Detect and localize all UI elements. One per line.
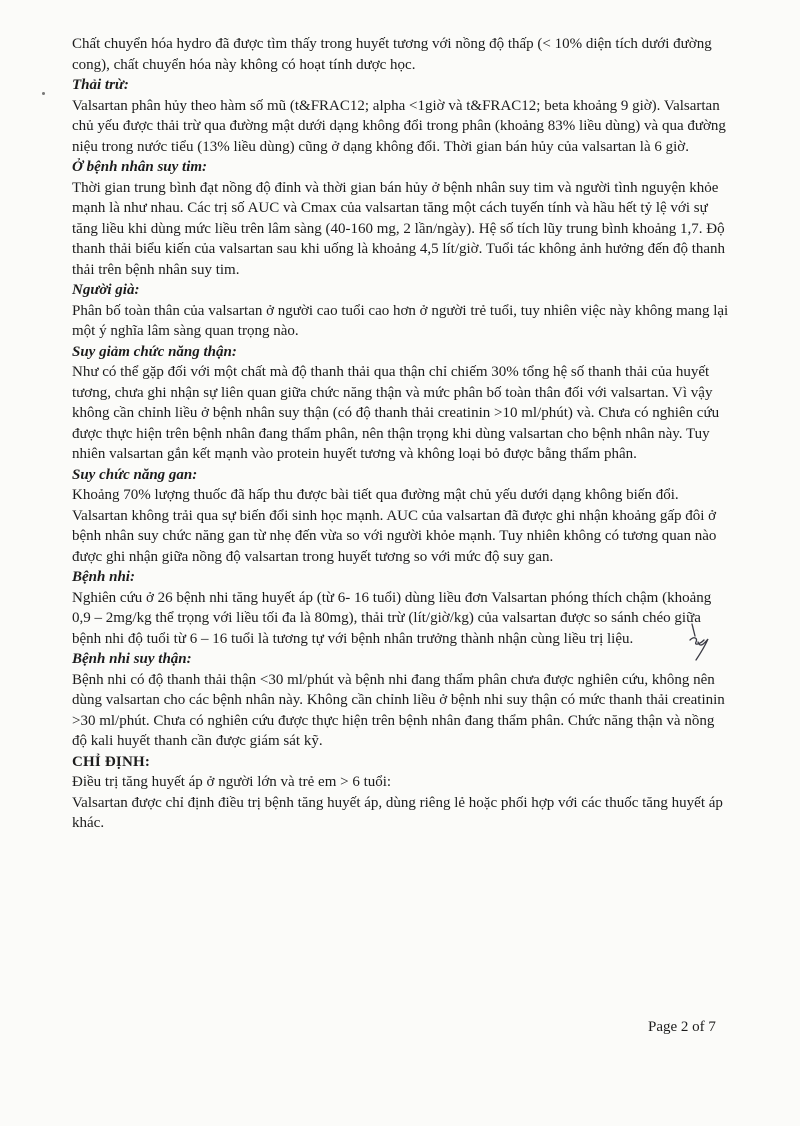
- section-subheading: Thải trừ:: [72, 77, 129, 93]
- body-paragraph: Điều trị tăng huyết áp ở người lớn và trẻ em > 6 tuổi:: [72, 774, 392, 790]
- body-paragraph: Phân bố toàn thân của valsartan ở người cao tuổi cao hơn ở người trẻ tuổi, tuy nhiên việc này không mang lại một ý nghĩa lâm sàng quan trọng nào.: [72, 302, 729, 339]
- section-subheading: Suy giảm chức năng thận:: [72, 343, 237, 360]
- section-subheading: Ở bệnh nhân suy tim:: [72, 159, 208, 175]
- handwritten-initial-mark: [686, 622, 712, 662]
- body-paragraph: Thời gian trung bình đạt nồng độ đỉnh và thời gian bán hủy ở bệnh nhân suy tim và người tình nguyện khỏe mạnh là như nhau. Các trị số AUC và Cmax của valsartan tăng một cách tuyến tính và hầu hết tỷ lệ với sự tăng liều khi dùng mức liều trên lâm sàng (40-160 mg, 2 lần/ngày). Hệ số tích lũy trung bình khoảng 1,7. Độ thanh thải biểu kiến của valsartan sau khi uống là khoảng 4,5 lít/giờ. Tuổi tác không ảnh hưởng đến độ thanh thải trên bệnh nhân suy tim.: [72, 179, 726, 278]
- body-paragraph: Khoảng 70% lượng thuốc đã hấp thu được bài tiết qua đường mật chủ yếu dưới dạng không biến đổi. Valsartan không trải qua sự biến đổi sinh học mạnh. AUC của valsartan đã được ghi nhận khoảng gấp đôi ở bệnh nhân suy chức năng gan từ nhẹ đến vừa so với người khỏe mạnh. Tuy nhiên không có tương quan nào được ghi nhận giữa nồng độ valsartan trong huyết tương so với mức độ suy gan.: [72, 487, 717, 565]
- body-paragraph: Bệnh nhi có độ thanh thải thận <30 ml/phút và bệnh nhi đang thẩm phân chưa được nghiên cứu, không nên dùng valsartan cho các bệnh nhân này. Không cần chỉnh liều ở bệnh nhi suy thận có mức thanh thải creatinin >30 ml/phút. Chưa có nghiên cứu được thực hiện trên bệnh nhân đang thẩm phân. Chức năng thận và nồng độ kali huyết thanh cần được giám sát kỹ.: [72, 671, 725, 749]
- section-subheading: Người già:: [72, 282, 140, 298]
- document-body: [72, 34, 732, 834]
- body-paragraph: Chất chuyển hóa hydro đã được tìm thấy trong huyết tương với nồng độ thấp (< 10% diện tích dưới đường cong), chất chuyển hóa này không có hoạt tính dược học.: [72, 36, 712, 73]
- section-subheading: Suy chức năng gan:: [72, 466, 198, 483]
- section-subheading: Bệnh nhi suy thận:: [72, 651, 192, 667]
- section-heading: CHỈ ĐỊNH:: [72, 753, 151, 770]
- body-paragraph: Valsartan phân hủy theo hàm số mũ (t&FRAC12; alpha <1giờ và t&FRAC12; beta khoảng 9 giờ). Valsartan chủ yếu được thải trừ qua đường mật dưới dạng không đổi trong phân (khoảng 83% liều dùng) và qua đường niệu trong nước tiểu (13% liều dùng) cũng ở dạng không đổi. Thời gian bán hủy của valsartan là 6 giờ.: [72, 97, 726, 155]
- scan-speck: [42, 92, 45, 95]
- section-subheading: Bệnh nhi:: [72, 569, 135, 585]
- body-paragraph: Như có thể gặp đối với một chất mà độ thanh thải qua thận chỉ chiếm 30% tổng hệ số thanh thải của huyết tương, chưa ghi nhận sự liên quan giữa chức năng thận và mức phân bố toàn thân đối với valsartan. Vì vậy không cần chỉnh liều ở bệnh nhân suy thận (có độ thanh thải creatinin >10 ml/phút) và. Chưa có nghiên cứu được thực hiện trên bệnh nhân đang thẩm phân, nên thận trọng khi dùng valsartan cho bệnh nhân này. Tuy nhiên valsartan gắn kết mạnh vào protein huyết tương và không loại bỏ được bằng thẩm phân.: [72, 364, 720, 462]
- body-paragraph: Nghiên cứu ở 26 bệnh nhi tăng huyết áp (từ 6- 16 tuổi) dùng liều đơn Valsartan phóng thích chậm (khoảng 0,9 – 2mg/kg thể trọng với liều tối đa là 80mg), thải trừ (lít/giờ/kg) của valsartan được so sánh chéo giữa bệnh nhi độ tuổi từ 6 – 16 tuổi là tương tự với bệnh nhân trưởng thành nhận cùng liều trị liệu.: [72, 589, 712, 647]
- page-number: Page 2 of 7: [648, 1019, 716, 1035]
- body-paragraph: Valsartan được chỉ định điều trị bệnh tăng huyết áp, dùng riêng lẻ hoặc phối hợp với các thuốc tăng huyết áp khác.: [72, 794, 723, 831]
